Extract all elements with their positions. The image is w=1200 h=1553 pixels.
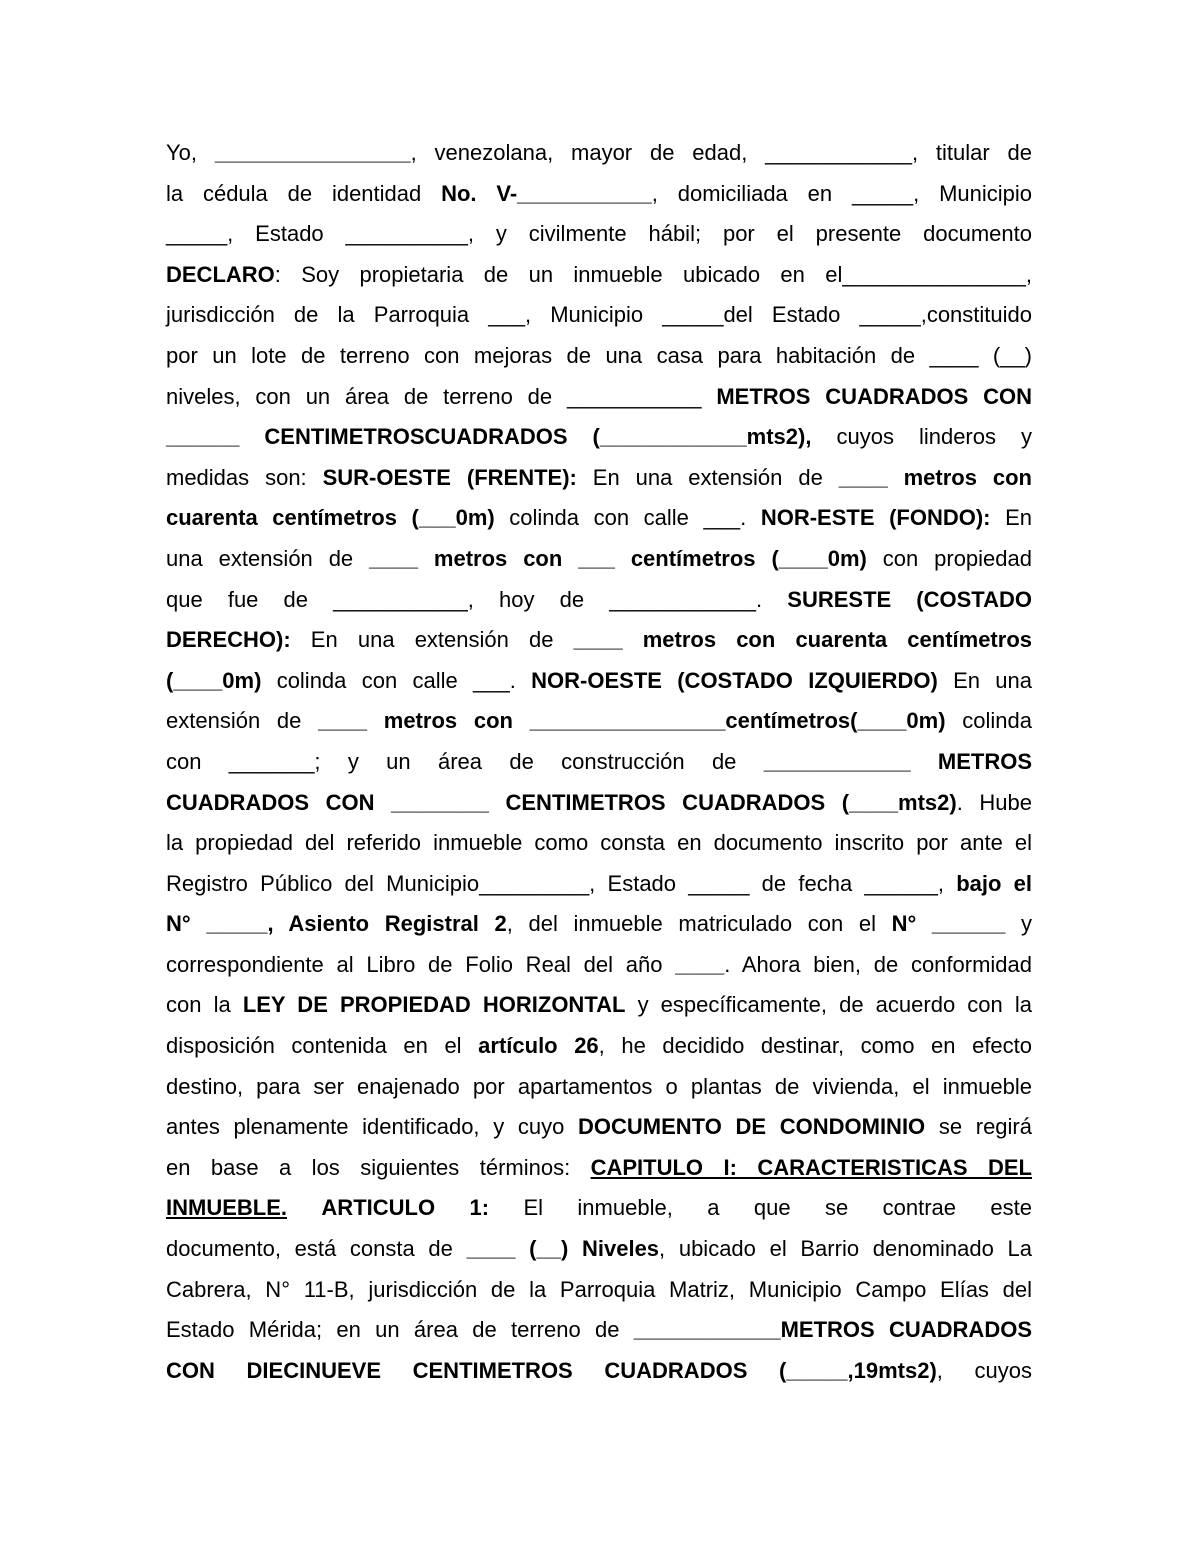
document-line — [166, 823, 1032, 864]
text-run: CUADRADOS CON ________ CENTIMETROS CUADRADOS (____mts2) — [166, 789, 957, 815]
text-run: una extensión de — [166, 545, 370, 571]
text-run: la propiedad del referido inmueble como consta en documento inscrito por ante el — [166, 830, 1032, 856]
document-line — [166, 620, 1032, 661]
text-run: SURESTE (COSTADO — [787, 586, 1032, 612]
document-line — [166, 580, 1032, 621]
document-line — [166, 945, 1032, 986]
text-run: , he decidido destinar, como en efecto — [598, 1033, 1033, 1059]
text-run: colinda — [945, 708, 1032, 734]
text-run: , domiciliada en _____, Municipio — [651, 180, 1033, 206]
document-line — [166, 458, 1032, 499]
text-run: Registro Público del Municipio_________, Estado _____ de fecha ______, — [166, 870, 957, 896]
text-run: En una extensión de — [576, 464, 839, 490]
text-run: por un lote de terreno con mejoras de una casa para habitación de ____ (__) — [166, 342, 1032, 368]
document-line — [166, 742, 1032, 783]
text-run: ____________ METROS — [763, 748, 1032, 774]
text-run: DOCUMENTO DE CONDOMINIO — [578, 1114, 926, 1140]
text-run: documento, está consta de — [166, 1236, 467, 1262]
text-run: ____ metros con ___ centímetros (____0m) — [369, 545, 867, 571]
document-line — [166, 214, 1032, 255]
text-run: bajo el — [956, 870, 1032, 896]
text-run: la cédula de identidad — [166, 180, 442, 206]
document-line — [166, 1067, 1032, 1108]
text-run: , ubicado el Barrio denominado La — [659, 1236, 1032, 1262]
text-run: N° ______ — [891, 911, 1006, 937]
document-line — [166, 985, 1032, 1026]
text-run: disposición contenida en el — [166, 1033, 479, 1059]
text-run: No. V-___________ — [441, 180, 652, 206]
text-run: con la — [166, 992, 243, 1018]
document-line — [166, 1026, 1032, 1067]
text-run: ____ — [675, 951, 725, 977]
document-line — [166, 133, 1032, 174]
text-run: En — [990, 505, 1032, 531]
text-run: ______ CENTIMETROSCUADRADOS (____________mts2), — [166, 424, 812, 450]
text-run: _____, Estado __________, y civilmente hábil; por el presente documento — [166, 221, 1032, 247]
document-line — [166, 377, 1032, 418]
text-run: En una — [937, 667, 1032, 693]
text-run: DERECHO): — [166, 627, 291, 653]
text-run: N° _____, Asiento Registral 2 — [166, 911, 507, 937]
document-line — [166, 783, 1032, 824]
text-run: y específicamente, de acuerdo con la — [625, 992, 1032, 1018]
text-run: en base a los siguientes términos: — [166, 1154, 591, 1180]
document-line — [166, 1351, 1032, 1392]
document-line — [166, 864, 1032, 905]
text-run: ____ metros con ________________centímetros(____0m) — [318, 708, 946, 734]
text-run: ____ metros con — [838, 464, 1032, 490]
text-run: Estado Mérida; en un área de terreno de — [166, 1317, 634, 1343]
text-run: se regirá — [925, 1114, 1032, 1140]
text-run: jurisdicción de la Parroquia ___, Municipio _____del Estado _____,constituido — [166, 302, 1032, 328]
document-line — [166, 1270, 1032, 1311]
document-line — [166, 1229, 1032, 1270]
text-run: . Ahora bien, de conformidad — [724, 951, 1033, 977]
text-run: (____0m) — [166, 667, 262, 693]
document-line — [166, 295, 1032, 336]
text-run: con _______; y un área de construcción de — [166, 748, 764, 774]
document-body — [166, 133, 1032, 1391]
text-run: niveles, con un área de terreno de ___________ — [166, 383, 717, 409]
text-run: ____ metros con cuarenta centímetros — [573, 627, 1032, 653]
text-run: : Soy propietaria de un inmueble ubicado en el_______________, — [274, 261, 1032, 287]
text-run: , venezolana, mayor de edad, ____________, titular de — [410, 140, 1032, 165]
text-run: Yo, — [166, 140, 215, 165]
document-line — [166, 417, 1032, 458]
text-run: artículo 26 — [478, 1033, 599, 1059]
document-line — [166, 255, 1032, 296]
text-run: . Hube — [956, 789, 1032, 815]
document-line — [166, 1148, 1032, 1189]
text-run: , del inmueble matriculado con el — [506, 911, 892, 937]
text-run: Cabrera, N° 11-B, jurisdicción de la Parroquia Matriz, Municipio Campo Elías del — [166, 1276, 1032, 1302]
text-run: DECLARO — [166, 261, 275, 287]
text-run: El inmueble, a que se contrae este — [489, 1195, 1032, 1221]
document-line — [166, 498, 1032, 539]
document-line — [166, 904, 1032, 945]
document-line — [166, 1188, 1032, 1229]
document-line — [166, 174, 1032, 215]
text-run: SUR-OESTE (FRENTE): — [322, 464, 577, 490]
text-run: y — [1005, 911, 1032, 937]
text-run: LEY DE PROPIEDAD HORIZONTAL — [242, 992, 626, 1018]
text-run: colinda con calle ___. — [261, 667, 532, 693]
text-run: cuarenta centímetros (___0m) — [166, 505, 495, 531]
text-run: que fue de ___________, hoy de ____________. — [166, 586, 788, 612]
text-run: con propiedad — [866, 545, 1032, 571]
text-run: METROS CUADRADOS CON — [716, 383, 1032, 409]
text-run: CAPITULO I: CARACTERISTICAS DEL — [590, 1154, 1032, 1180]
text-run: ________________ — [214, 140, 411, 165]
document-line — [166, 701, 1032, 742]
text-run: cuyos linderos y — [811, 424, 1032, 450]
text-run: , cuyos — [936, 1357, 1032, 1383]
text-run: antes plenamente identificado, y cuyo — [166, 1114, 579, 1140]
text-run: ____________METROS CUADRADOS — [633, 1317, 1032, 1343]
text-run: destino, para ser enajenado por apartamentos o plantas de vivienda, el inmueble — [166, 1073, 1032, 1099]
document-line — [166, 1107, 1032, 1148]
text-run: extensión de — [166, 708, 319, 734]
text-run: medidas son: — [166, 464, 323, 490]
text-run: correspondiente al Libro de Folio Real del año — [166, 951, 676, 977]
text-run: NOR-OESTE (COSTADO IZQUIERDO) — [531, 667, 938, 693]
text-run: En una extensión de — [290, 627, 574, 653]
text-run: INMUEBLE. — [166, 1195, 287, 1221]
text-run — [287, 1195, 321, 1220]
document-line — [166, 1310, 1032, 1351]
text-run: CON DIECINUEVE CENTIMETROS CUADRADOS (_____,19mts2) — [166, 1357, 937, 1383]
text-run: NOR-ESTE (FONDO): — [760, 505, 991, 531]
text-run: ____ (__) Niveles — [466, 1236, 660, 1262]
document-line — [166, 661, 1032, 702]
document-line — [166, 539, 1032, 580]
document-line — [166, 336, 1032, 377]
text-run: ARTICULO 1: — [321, 1195, 490, 1221]
text-run: colinda con calle ___. — [494, 505, 761, 531]
